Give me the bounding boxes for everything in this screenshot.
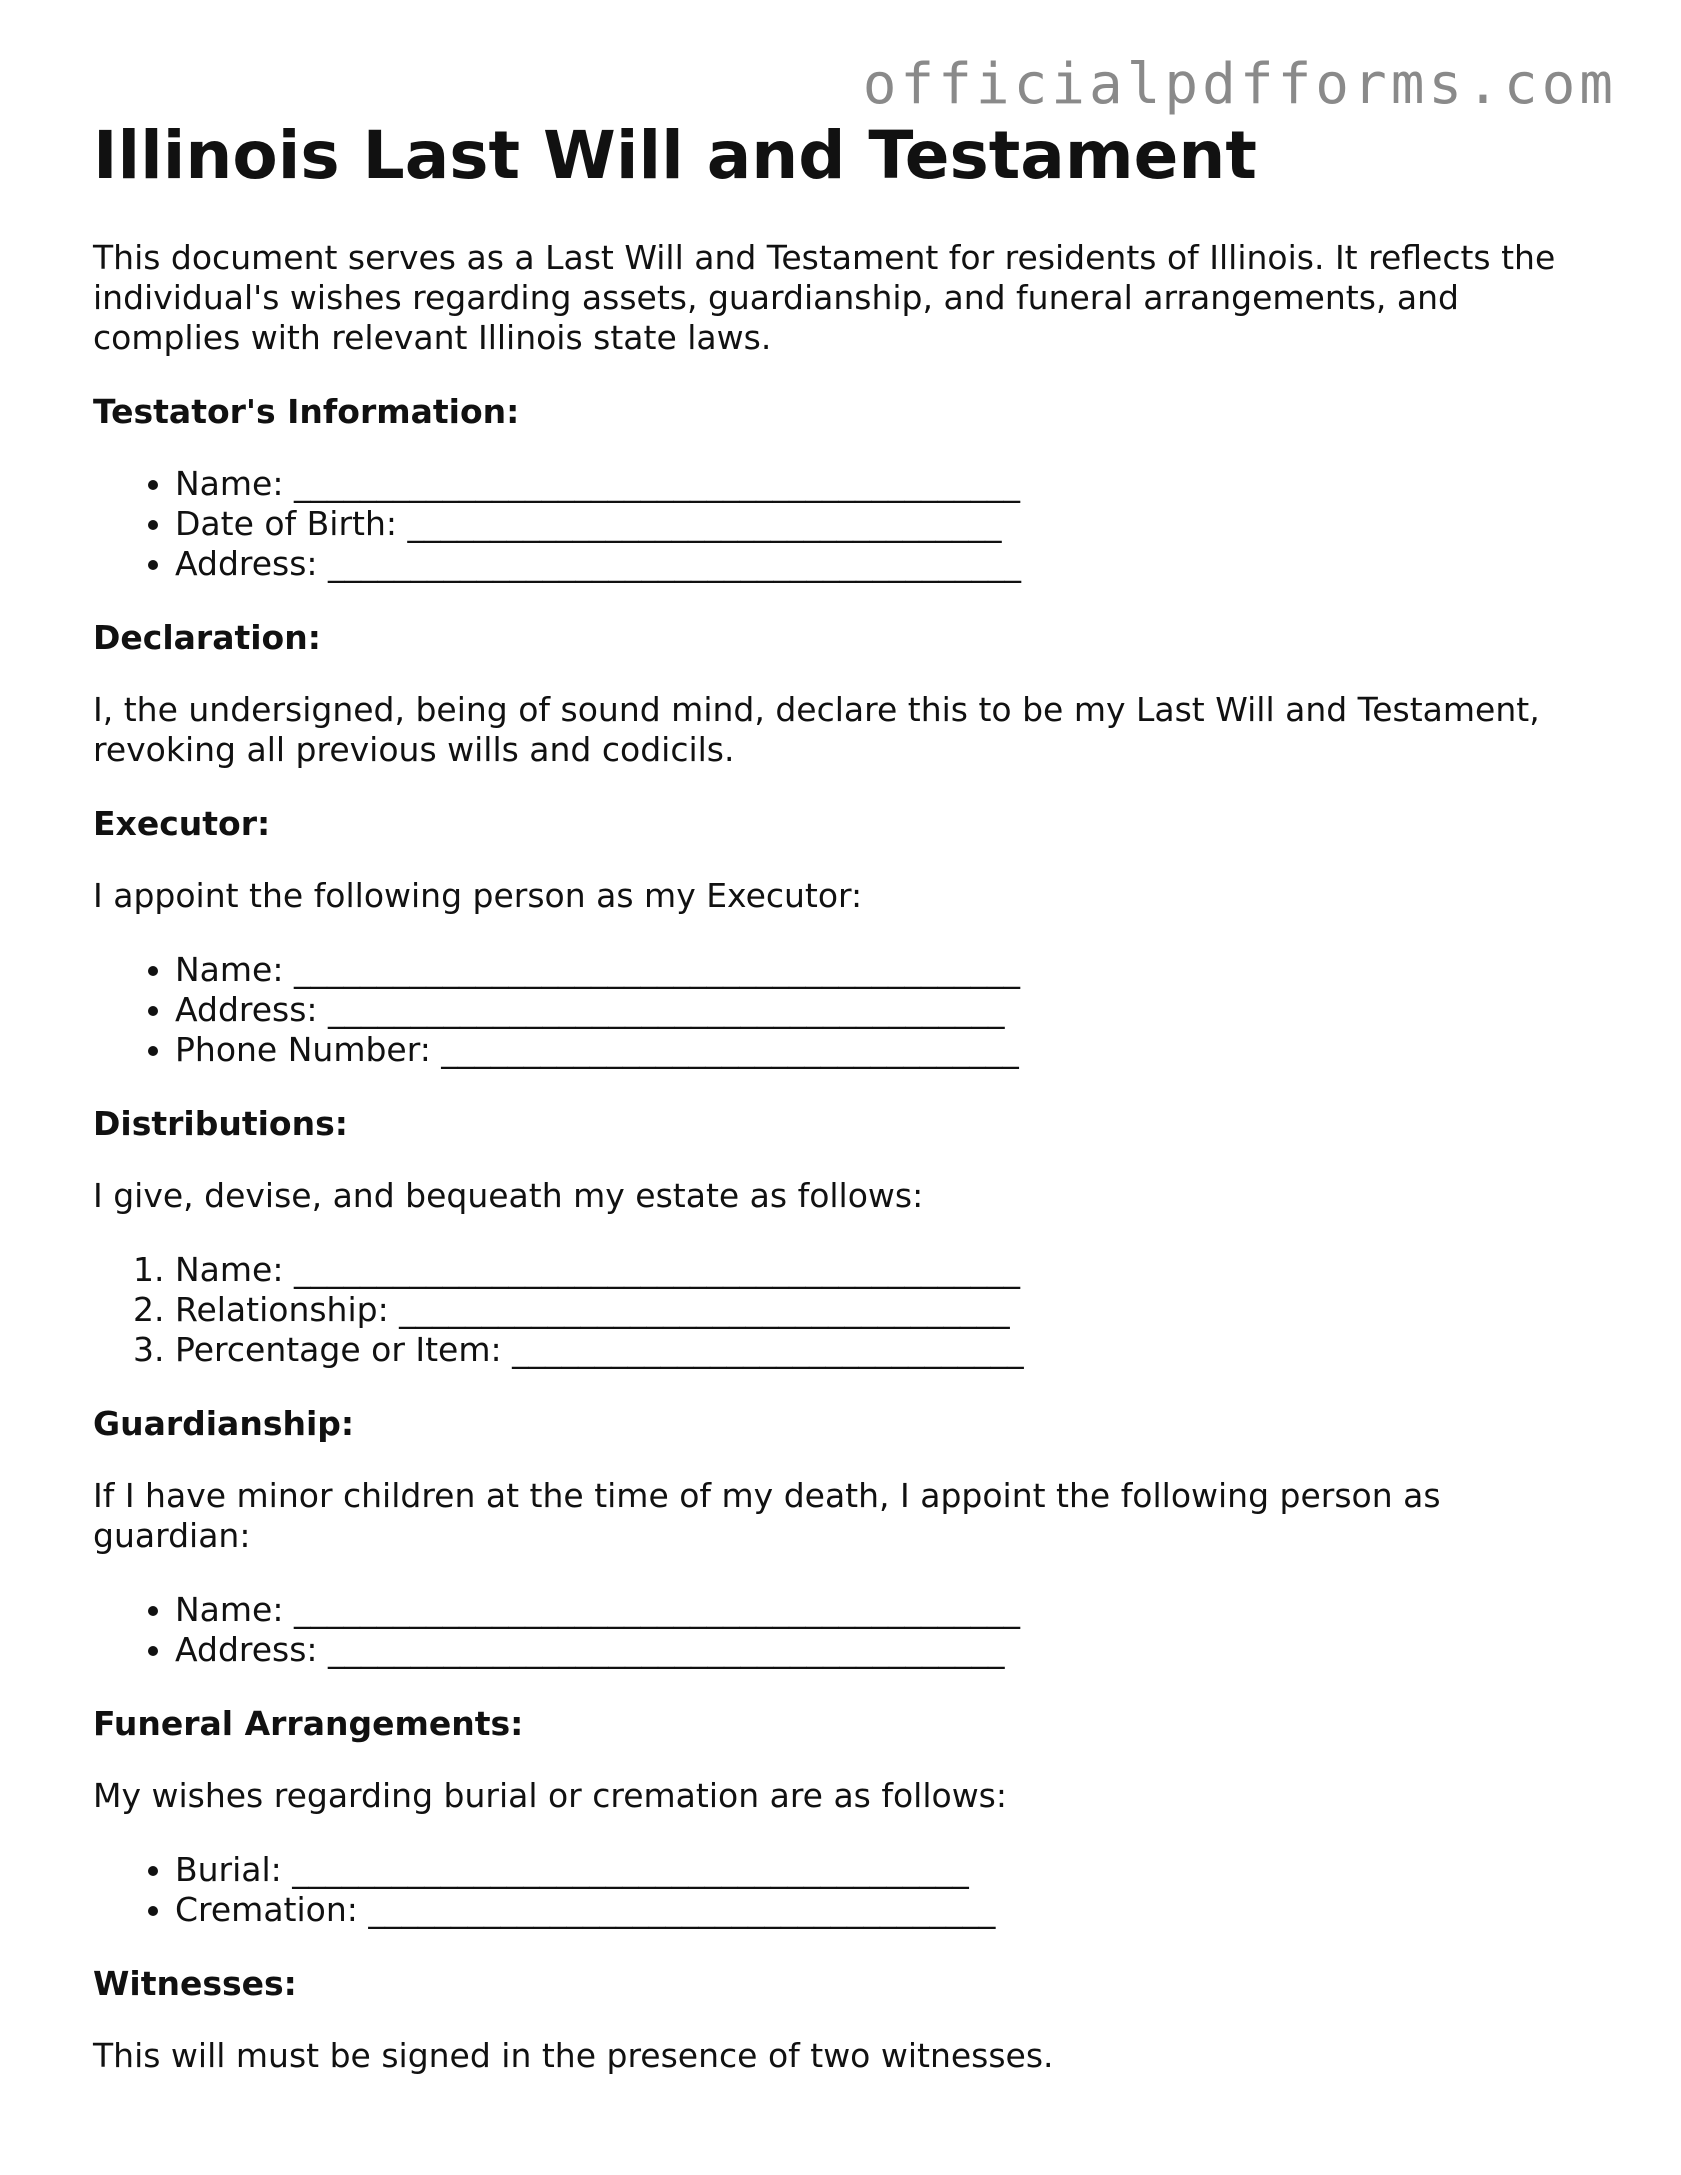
guardianship-heading: Guardianship: — [93, 1403, 355, 1443]
declaration-text: I, the undersigned, being of sound mind, declare this to be my Last Will and Testament, revoking all previous wills and codicils. — [93, 689, 1540, 769]
executor-address-field: • Address: _________________________________________ — [175, 990, 1593, 1030]
guardianship-text: If I have minor children at the time of my death, I appoint the following person as guardian: — [93, 1475, 1441, 1555]
guardian-address-field: • Address: _________________________________________ — [175, 1630, 1593, 1670]
testator-address-field: • Address: __________________________________________ — [175, 544, 1593, 584]
testator-heading: Testator's Information: — [93, 391, 520, 431]
distributions-text: I give, devise, and bequeath my estate as follows: — [93, 1175, 924, 1215]
testator-dob-field: • Date of Birth: ____________________________________ — [175, 504, 1593, 544]
distributions-heading: Distributions: — [93, 1103, 348, 1143]
funeral-fields — [93, 1850, 1593, 1930]
executor-phone-field: • Phone Number: ___________________________________ — [175, 1030, 1593, 1070]
witnesses-text: This will must be signed in the presence of two witnesses. — [93, 2035, 1054, 2075]
distribution-name-field: 1. Name: ____________________________________________ — [175, 1250, 1593, 1290]
executor-name-field: • Name: ____________________________________________ — [175, 950, 1593, 990]
executor-heading: Executor: — [93, 803, 271, 843]
document-title: Illinois Last Will and Testament — [93, 117, 1257, 194]
distribution-percentage-field: 3. Percentage or Item: _______________________________ — [175, 1330, 1593, 1370]
watermark: officialpdfforms.com — [862, 52, 1617, 117]
document-page — [93, 118, 1593, 2110]
guardianship-fields — [93, 1590, 1593, 1670]
testator-fields — [93, 464, 1593, 584]
cremation-field: • Cremation: ______________________________________ — [175, 1890, 1593, 1930]
testator-name-field: • Name: ____________________________________________ — [175, 464, 1593, 504]
executor-text: I appoint the following person as my Executor: — [93, 875, 863, 915]
witnesses-heading: Witnesses: — [93, 1963, 297, 2003]
guardian-name-field: • Name: ____________________________________________ — [175, 1590, 1593, 1630]
distributions-fields — [93, 1250, 1593, 1370]
distribution-relationship-field: 2. Relationship: _____________________________________ — [175, 1290, 1593, 1330]
intro-paragraph: This document serves as a Last Will and Testament for residents of Illinois. It reflects the individual's wishes regarding assets, guardianship, and funeral arrangements, and complies with relevant Illinois state laws. — [93, 237, 1556, 357]
declaration-heading: Declaration: — [93, 617, 321, 657]
funeral-text: My wishes regarding burial or cremation are as follows: — [93, 1775, 1007, 1815]
executor-fields — [93, 950, 1593, 1070]
funeral-heading: Funeral Arrangements: — [93, 1703, 524, 1743]
burial-field: • Burial: _________________________________________ — [175, 1850, 1593, 1890]
